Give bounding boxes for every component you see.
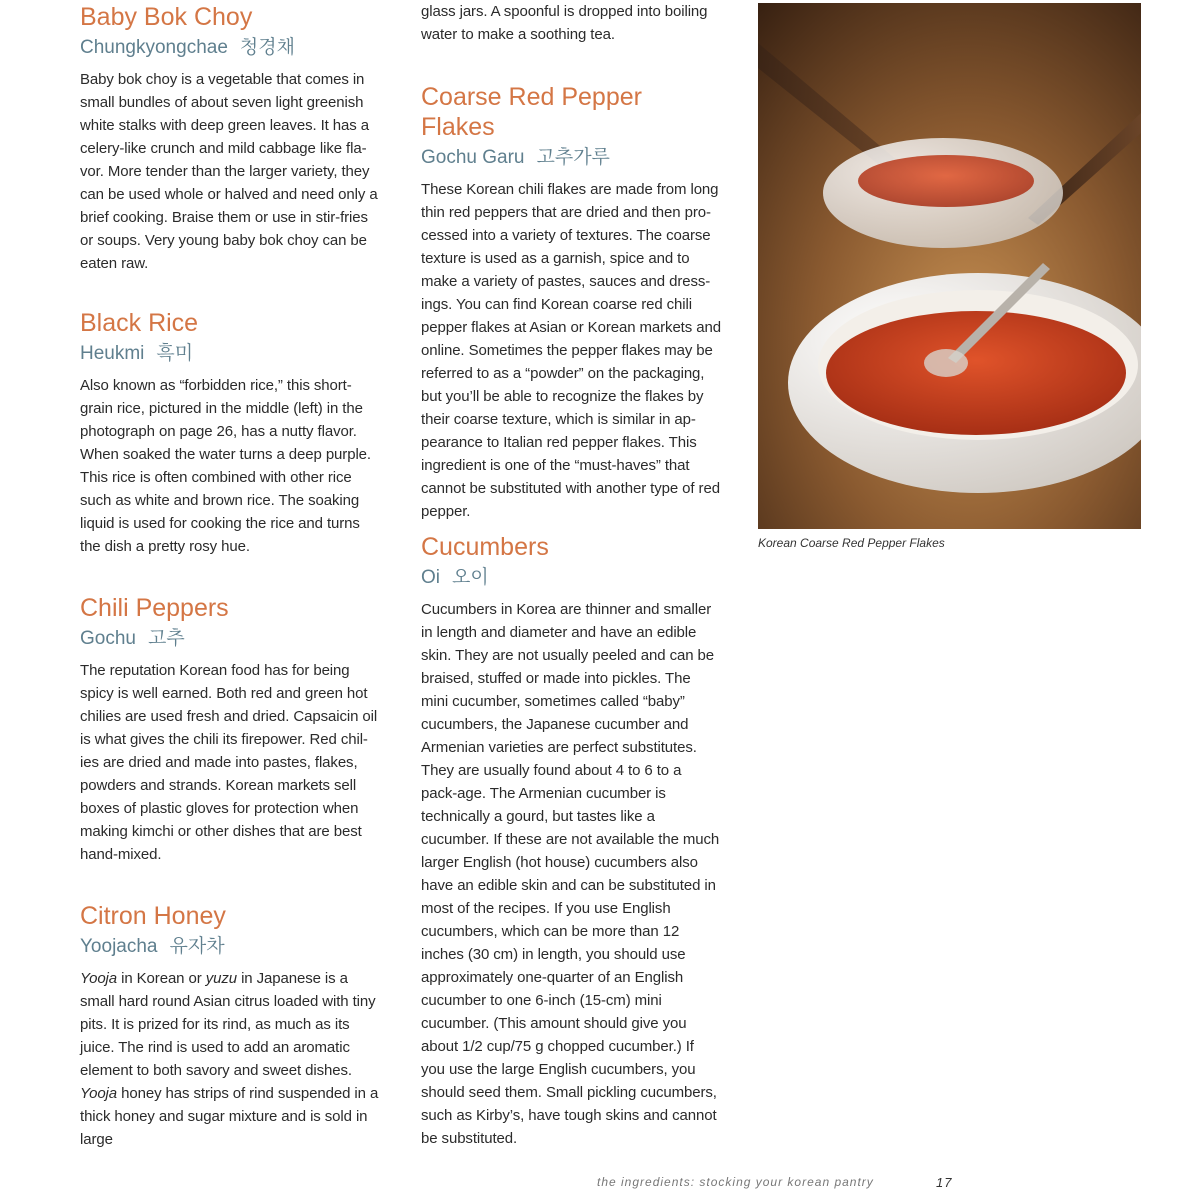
entry-subtitle [80, 35, 380, 60]
romanized-name: Gochu Garu [421, 147, 525, 168]
entry-black-rice [80, 308, 380, 558]
pepper-flakes-photo [758, 3, 1141, 529]
body-text: in Korean or [117, 970, 206, 987]
korean-name: 고추가루 [536, 147, 610, 168]
entry-title: Baby Bok Choy [80, 3, 253, 31]
entry-coarse-red-pepper-flakes [421, 82, 721, 523]
korean-name: 청경채 [239, 37, 295, 58]
korean-name: 오이 [452, 567, 489, 588]
entry-title: Coarse Red Pepper Flakes [421, 83, 642, 141]
entry-subtitle [80, 341, 380, 366]
entry-body: These Korean chili flakes are made from long thin red peppers that are dried and then pro-cessed into a variety of textures. The coarse texture is used as a garnish, spice and to make a variety of pastes, sauces and dress-ings. You can find Korean coarse red chili pepper flakes at Asian or Korean markets and online. Sometimes the pepper flakes may be referred to as a “powder” on the packaging, but you’ll be able to recognize the flakes by their coarse texture, which is similar in ap-pearance to Italian red pepper flakes. This ingredient is one of the “must-haves” that cannot be substituted with another type of red pepper. [421, 181, 721, 520]
entry-subtitle [421, 145, 721, 170]
entry-title: Chili Peppers [80, 594, 229, 622]
entry-chili-peppers [80, 593, 380, 866]
entry-citron-honey [80, 901, 380, 1151]
entry-body [80, 967, 380, 1151]
running-head: the ingredients: stocking your korean pantry [597, 1175, 874, 1189]
korean-name: 고추 [147, 628, 185, 649]
italic-term: Yooja [80, 1085, 118, 1102]
entry-title: Black Rice [80, 309, 199, 337]
entry-body: The reputation Korean food has for being spicy is well earned. Both red and green hot chilies are used fresh and dried. Capsaicin oil is what gives the chili its firepower. Red chil-ies are dried and made into pastes, flakes, powders and strands. Korean markets sell boxes of plastic gloves for protection when making kimchi or other dishes that are best hand-mixed. [80, 662, 378, 863]
entry-cucumbers [421, 532, 721, 1150]
entry-title: Cucumbers [421, 533, 549, 561]
romanized-name: Heukmi [80, 343, 145, 364]
romanized-name: Oi [421, 567, 440, 588]
romanized-name: Yoojacha [80, 936, 158, 957]
entry-body: Baby bok choy is a vegetable that comes in small bundles of about seven light greenish white stalks with deep green leaves. It has a celery-like crunch and mild cabbage like fla-vor. More tender than the larger variety, they can be used whole or halved and need only a brief cooking. Braise them or use in stir-fries or soups. Very young baby bok choy can be eaten raw. [80, 71, 378, 272]
continued-text: glass jars. A spoonful is dropped into boiling water to make a soothing tea. [421, 3, 708, 43]
photo-caption: Korean Coarse Red Pepper Flakes [758, 536, 945, 550]
body-text: honey has strips of rind suspended in a thick honey and sugar mixture and is sold in large [80, 1085, 379, 1148]
romanized-name: Gochu [80, 628, 136, 649]
photo-illustration [758, 3, 1141, 529]
korean-name: 흑미 [156, 343, 194, 364]
korean-name: 유자차 [169, 936, 225, 957]
entry-subtitle [421, 565, 721, 590]
page-number: 17 [936, 1175, 953, 1190]
romanized-name: Chungkyongchae [80, 37, 228, 58]
entry-body: Cucumbers in Korea are thinner and smaller in length and diameter and have an edible skin. They are not usually peeled and can be braised, stuffed or made into pickles. The mini cucumber, sometimes called “baby” cucumbers, the Japanese cucumber and Armenian varieties are perfect substitutes. They are usually found about 4 to 6 to a pack-age. The Armenian cucumber is technically a gourd, but tastes like a cucumber. If these are not available the much larger English (hot house) cucumbers also have an edible skin and can be substituted in most of the recipes. If you use English cucumbers, which can be more than 12 inches (30 cm) in length, you should use approximately one-quarter of an English cucumber to one 6-inch (15-cm) mini cucumber. (This amount should give you about 1/2 cup/75 g chopped cucumber.) If you use the large English cucumbers, you should seed them. Small pickling cucumbers, such as Kirby’s, have tough skins and cannot be substituted. [421, 601, 720, 1147]
italic-term: Yooja [80, 970, 118, 987]
entry-body: Also known as “forbidden rice,” this short-grain rice, pictured in the middle (left) in the photograph on page 26, has a nutty flavor. When soaked the water turns a deep purple. This rice is often combined with other rice such as white and brown rice. The soaking liquid is used for cooking the rice and turns the dish a pretty rosy hue. [80, 377, 371, 555]
entry-subtitle [80, 626, 380, 651]
body-text: in Japanese is a small hard round Asian citrus loaded with tiny pits. It is prized for its rind, as much as its juice. The rind is used to add an aromatic element to both savory and sweet dishes. [80, 970, 376, 1079]
entry-subtitle [80, 934, 380, 959]
entry-title: Citron Honey [80, 902, 226, 930]
entry-baby-bok-choy [80, 2, 380, 275]
italic-term: yuzu [205, 970, 237, 987]
